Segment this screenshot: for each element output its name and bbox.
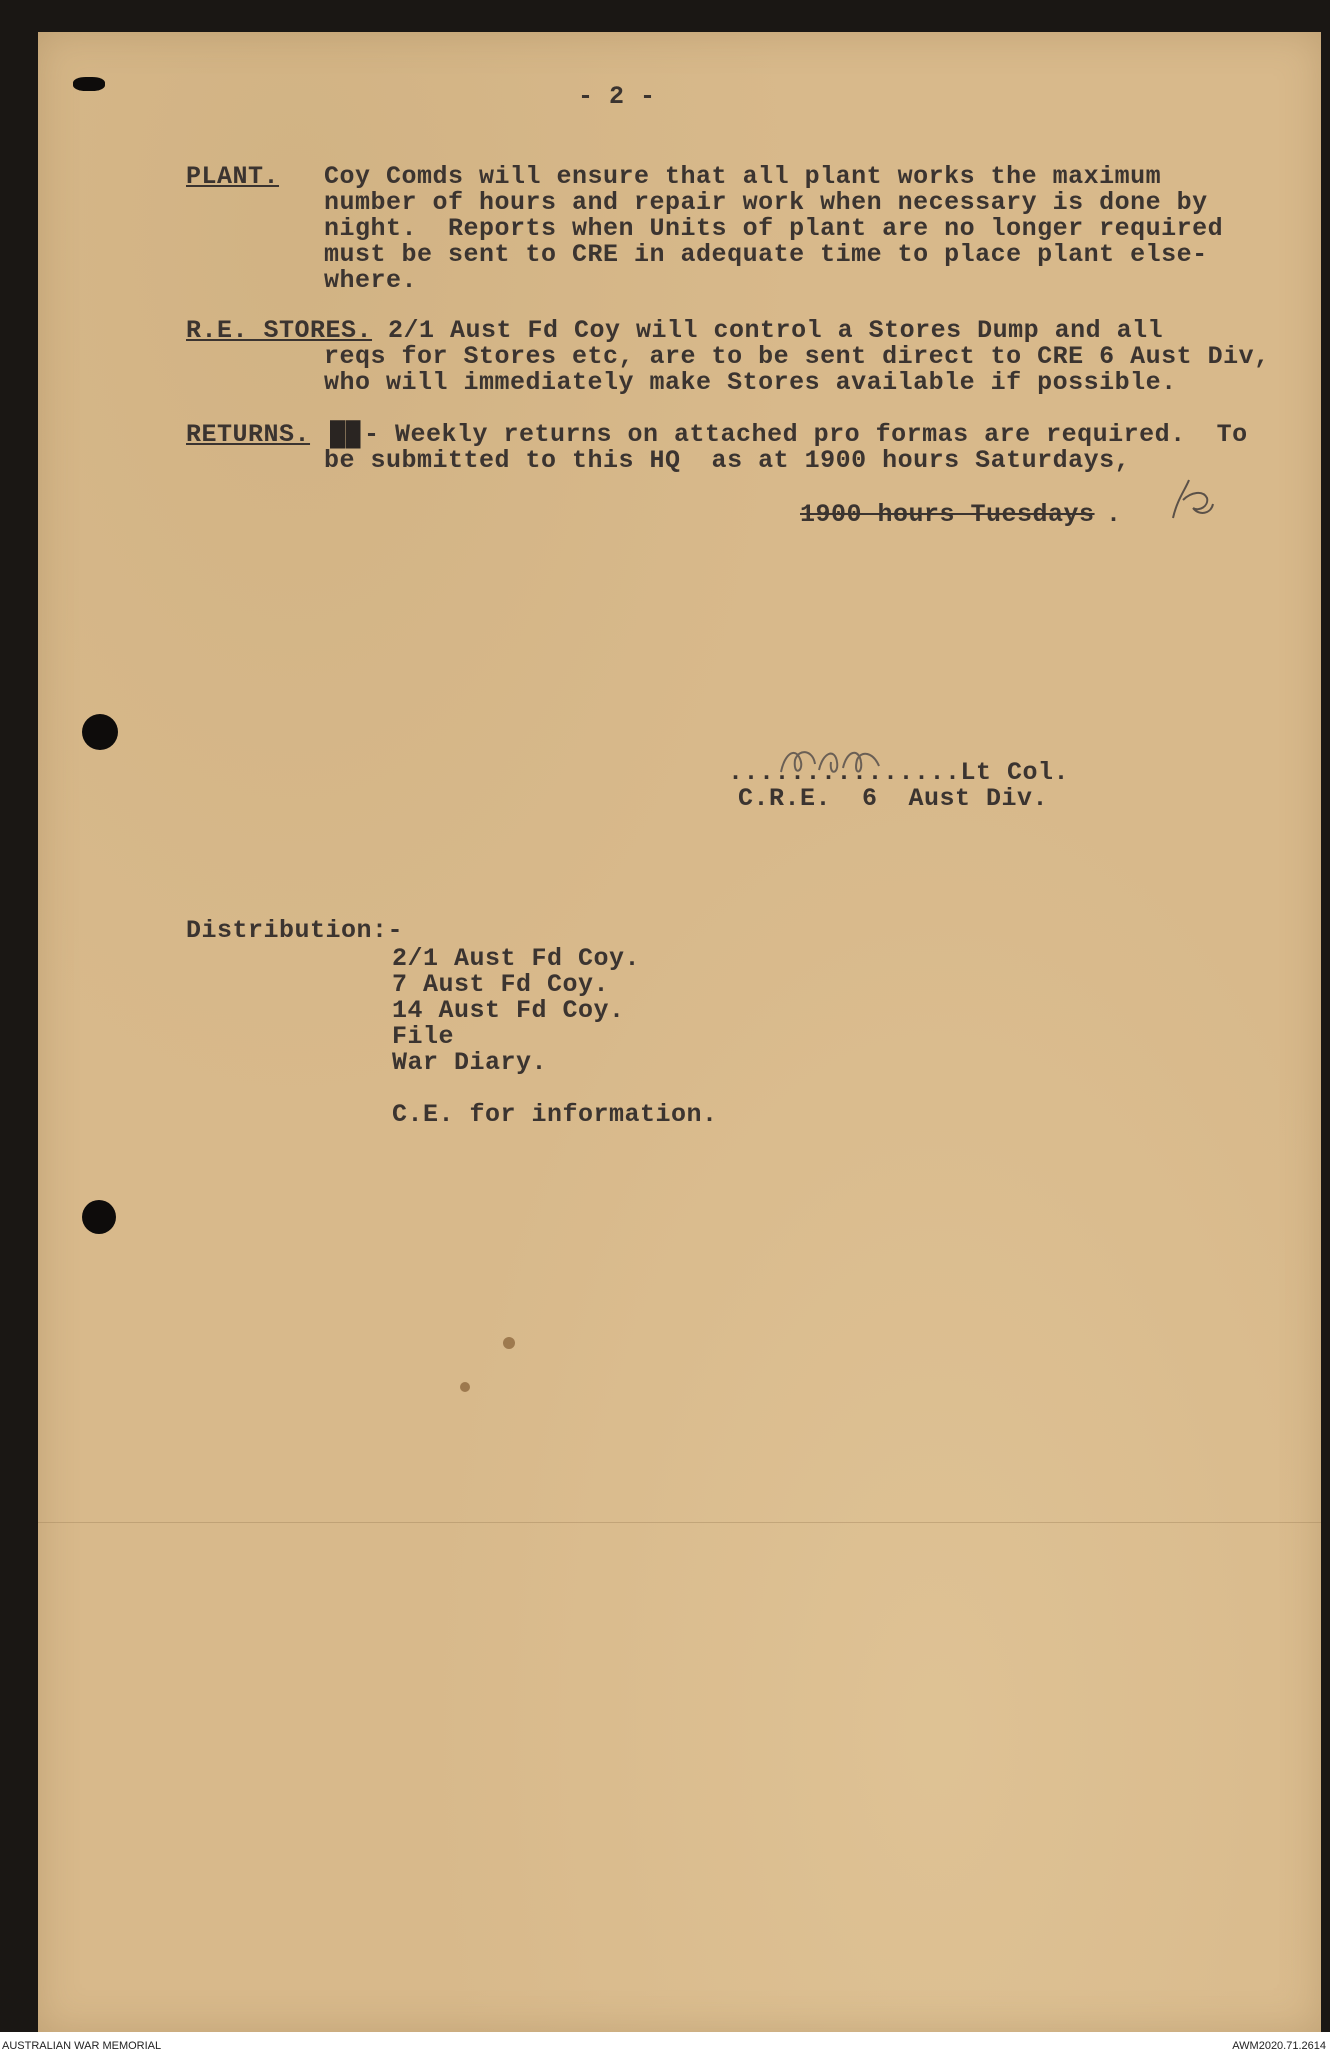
distribution-item: 14 Aust Fd Coy.	[392, 996, 625, 1025]
signature-title: C.R.E. 6 Aust Div.	[738, 784, 1049, 813]
returns-line: - Weekly returns on attached pro formas are required. To	[364, 420, 1248, 449]
section-heading-returns: RETURNS.	[186, 420, 311, 449]
plant-line: number of hours and repair work when necessary is done by	[324, 188, 1208, 217]
signature-line: ...............Lt Col.	[728, 758, 1070, 787]
plant-line: where.	[324, 266, 418, 295]
section-heading-re-stores: R.E. STORES.	[186, 316, 373, 345]
plant-line: must be sent to CRE in adequate time to place plant else-	[324, 240, 1208, 269]
distribution-item: File	[392, 1022, 455, 1051]
re-stores-line: 2/1 Aust Fd Coy will control a Stores Dump and all	[388, 316, 1164, 345]
re-stores-line: reqs for Stores etc, are to be sent direct to CRE 6 Aust Div,	[324, 342, 1270, 371]
ink-blot	[73, 77, 105, 91]
archive-footer	[0, 2032, 1330, 2061]
distribution-item: 7 Aust Fd Coy.	[392, 970, 610, 999]
distribution-item: 2/1 Aust Fd Coy.	[392, 944, 641, 973]
re-stores-line: who will immediately make Stores available if possible.	[324, 368, 1177, 397]
overtyped-mark: ██	[330, 420, 362, 449]
stain-spot	[503, 1337, 515, 1349]
document-page	[38, 32, 1321, 2032]
punch-hole-top	[82, 714, 118, 750]
plant-line: night. Reports when Units of plant are no longer required	[324, 214, 1224, 243]
page-number: - 2 -	[578, 82, 656, 111]
punch-hole-bottom	[82, 1200, 116, 1234]
struck-out-text: 1900 hours Tuesdays	[800, 500, 1095, 529]
distribution-label: Distribution:-	[186, 916, 404, 945]
stain-spot	[460, 1382, 470, 1392]
distribution-note: C.E. for information.	[392, 1100, 718, 1129]
footer-institution: AUSTRALIAN WAR MEMORIAL	[2, 2040, 162, 2052]
handwritten-initials	[1163, 470, 1219, 530]
section-heading-plant: PLANT.	[186, 162, 280, 191]
distribution-item: War Diary.	[392, 1048, 548, 1077]
footer-reference: AWM2020.71.2614	[1232, 2040, 1326, 2052]
struck-tail: .	[1106, 500, 1122, 529]
fold-line	[38, 1522, 1321, 1523]
returns-line: be submitted to this HQ as at 1900 hours Saturdays,	[324, 446, 1131, 475]
plant-line: Coy Comds will ensure that all plant works the maximum	[324, 162, 1162, 191]
